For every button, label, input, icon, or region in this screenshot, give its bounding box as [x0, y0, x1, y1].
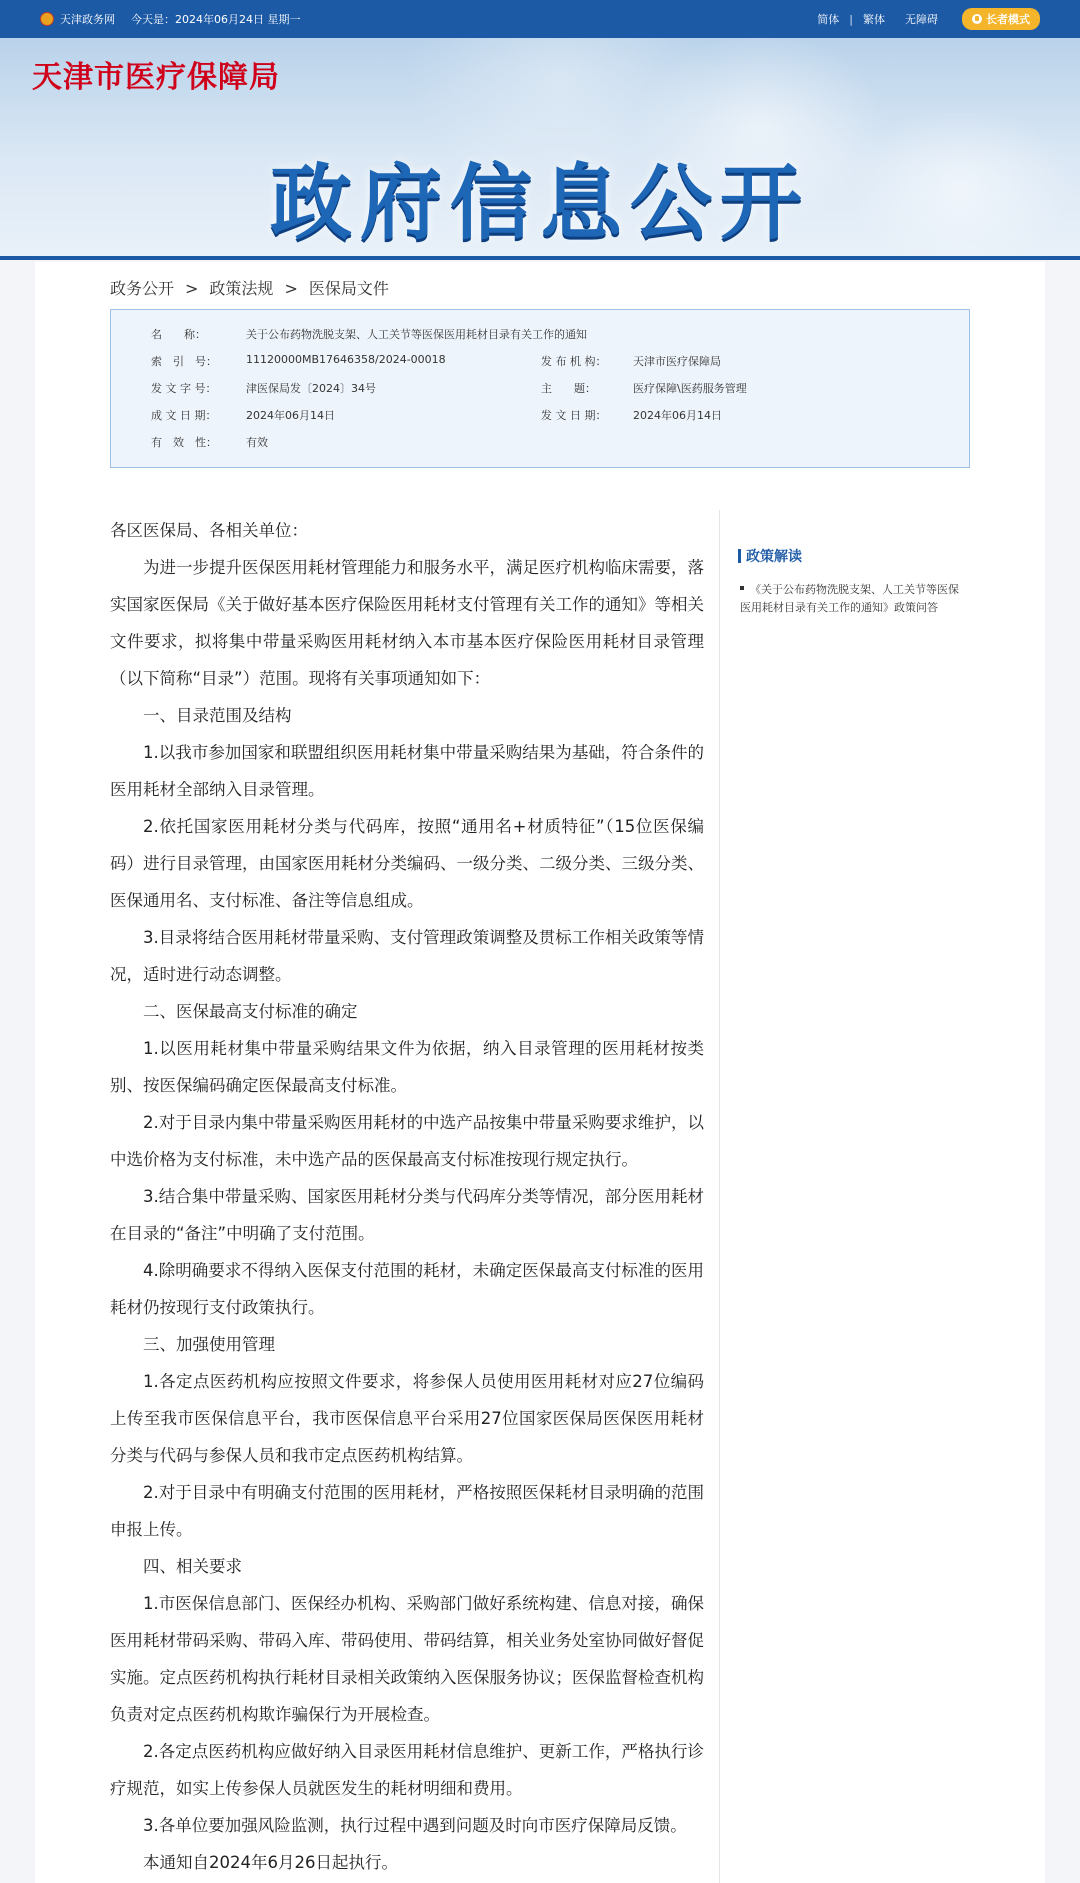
- accessibility-link[interactable]: 无障碍: [905, 13, 938, 26]
- paragraph: 2.对于目录内集中带量采购医用耗材的中选产品按集中带量采购要求维护，以中选价格为支付标准，未中选产品的医保最高支付标准按现行规定执行。: [110, 1113, 704, 1169]
- paragraph: 1.以医用耗材集中带量采购结果文件为依据，纳入目录管理的医用耗材按类别、按医保编码确定医保最高支付标准。: [110, 1039, 704, 1095]
- publish-date-label: 发 文 日 期：: [541, 409, 607, 422]
- name-value: 关于公布药物洗脱支架、人工关节等医保医用耗材目录有关工作的通知: [246, 328, 587, 341]
- docno-value: 津医保局发〔2024〕34号: [246, 382, 376, 395]
- publish-date-value: 2024年06月14日: [633, 409, 722, 422]
- date-text: 今天是：2024年06月24日 星期一: [131, 13, 301, 26]
- top-bar: 天津政务网 今天是：2024年06月24日 星期一 简体 | 繁体 无障碍 长者模式: [0, 0, 1080, 38]
- paragraph: 3.各单位要加强风险监测，执行过程中遇到问题及时向市医疗保障局反馈。: [143, 1816, 687, 1835]
- validity-value: 有效: [246, 436, 268, 449]
- sidebar-divider: [719, 510, 720, 1883]
- paragraph: 1.以我市参加国家和联盟组织医用耗材集中带量采购结果为基础，符合条件的医用耗材全部纳入目录管理。: [110, 743, 704, 799]
- article-body: [110, 512, 704, 1881]
- paragraph: 1.市医保信息部门、医保经办机构、采购部门做好系统构建、信息对接，确保医用耗材带码采购、带码入库、带码使用、带码结算，相关业务处室协同做好督促实施。定点医药机构执行耗材目录相关政策纳入医保服务协议；医保监督检查机构负责对定点医药机构欺诈骗保行为开展检查。: [110, 1594, 704, 1724]
- paragraph: 3.目录将结合医用耗材带量采购、支付管理政策调整及贯标工作相关政策等情况，适时进行动态调整。: [110, 928, 704, 984]
- validity-label: 有 效 性：: [151, 436, 217, 449]
- simplified-link[interactable]: 简体: [817, 13, 840, 26]
- breadcrumb-item-gov-open[interactable]: 政务公开: [110, 279, 175, 298]
- paragraph: 2.各定点医药机构应做好纳入目录医用耗材信息维护、更新工作，严格执行诊疗规范，如实上传参保人员就医发生的耗材明细和费用。: [110, 1742, 704, 1798]
- docno-label: 发 文 字 号：: [151, 382, 217, 395]
- elder-icon: [972, 14, 982, 24]
- portal-link[interactable]: 天津政务网: [60, 13, 115, 26]
- document-info-box: [110, 309, 970, 468]
- agency-logo-text[interactable]: 天津市医疗保障局: [32, 60, 280, 95]
- emblem-icon: [40, 12, 54, 26]
- index-value: 11120000MB17646358/2024-00018: [246, 353, 446, 366]
- policy-interpretation-link[interactable]: 《关于公布药物洗脱支架、人工关节等医保医用耗材目录有关工作的通知》政策问答: [740, 583, 959, 614]
- paragraph: 2.依托国家医用耗材分类与代码库，按照“通用名+材质特征”（15位医保编码）进行目录管理，由国家医用耗材分类编码、一级分类、二级分类、三级分类、医保通用名、支付标准、备注等信息组成。: [110, 817, 704, 910]
- name-label: 名 称：: [151, 328, 206, 341]
- subject-value: 医疗保障\医药服务管理: [633, 382, 747, 395]
- section-heading: 一、目录范围及结构: [143, 706, 292, 725]
- elder-mode-button[interactable]: 长者模式: [962, 8, 1040, 30]
- paragraph: 1.各定点医药机构应按照文件要求，将参保人员使用医用耗材对应27位编码上传至我市医保信息平台，我市医保信息平台采用27位国家医保局医保医用耗材分类与代码与参保人员和我市定点医药机构结算。: [110, 1372, 704, 1465]
- written-date-label: 成 文 日 期：: [151, 409, 217, 422]
- paragraph: 2.对于目录中有明确支付范围的医用耗材，严格按照医保耗材目录明确的范围申报上传。: [110, 1483, 704, 1539]
- written-date-value: 2024年06月14日: [246, 409, 335, 422]
- breadcrumb: 政务公开 > 政策法规 > 医保局文件: [110, 279, 389, 298]
- effective-date: 本通知自2024年6月26日起执行。: [143, 1853, 398, 1872]
- section-heading: 四、相关要求: [143, 1557, 242, 1576]
- section-heading: 二、医保最高支付标准的确定: [143, 1002, 358, 1021]
- index-label: 索 引 号：: [151, 355, 217, 368]
- sidebar-title: 政策解读: [738, 546, 802, 566]
- breadcrumb-item-docs[interactable]: 医保局文件: [308, 279, 389, 298]
- traditional-link[interactable]: 繁体: [863, 13, 885, 26]
- issuer-label: 发 布 机 构：: [541, 355, 607, 368]
- paragraph: 3.结合集中带量采购、国家医用耗材分类与代码库分类等情况，部分医用耗材在目录的“备注”中明确了支付范围。: [110, 1187, 704, 1243]
- subject-label: 主 题：: [541, 382, 596, 395]
- header-banner: [0, 38, 1080, 260]
- issuer-value: 天津市医疗保障局: [633, 355, 721, 368]
- paragraph: 为进一步提升医保医用耗材管理能力和服务水平，满足医疗机构临床需要，落实国家医保局《关于做好基本医疗保险医用耗材支付管理有关工作的通知》等相关文件要求，拟将集中带量采购医用耗材纳入本市基本医疗保险医用耗材目录管理（以下简称“目录”）范围。现将有关事项通知如下：: [110, 558, 704, 688]
- salutation: 各区医保局、各相关单位：: [110, 521, 308, 540]
- section-heading: 三、加强使用管理: [143, 1335, 275, 1354]
- bullet-icon: [740, 586, 744, 590]
- breadcrumb-item-policy[interactable]: 政策法规: [209, 279, 274, 298]
- paragraph: 4.除明确要求不得纳入医保支付范围的耗材，未确定医保最高支付标准的医用耗材仍按现行支付政策执行。: [110, 1261, 704, 1317]
- page-title: 政府信息公开: [269, 156, 810, 251]
